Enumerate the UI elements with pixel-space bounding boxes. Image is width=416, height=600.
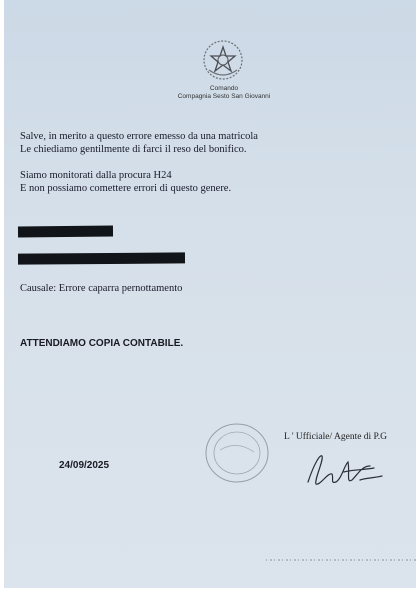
officer-title: L ' Ufficiale/ Agente di P.G xyxy=(284,432,388,442)
scan-artifacts xyxy=(266,556,416,564)
stamp-seal-icon xyxy=(202,420,272,486)
message-line-2: Le chiediamo gentilmente di farci il reso del bonifico. xyxy=(20,144,247,155)
message-line-1: Salve, in merito a questo errore emesso da una matricola xyxy=(20,131,258,142)
message-line-4: E non possiamo comettere errori di questo genere. xyxy=(20,183,232,194)
causale-line: Causale: Errore caparra pernottamento xyxy=(20,283,183,294)
italian-republic-emblem-icon xyxy=(201,38,245,82)
message-line-3: Siamo monitorati dalla procura H24 xyxy=(20,170,172,181)
redacted-name xyxy=(18,226,113,238)
redacted-iban xyxy=(18,252,185,264)
document-date: 24/09/2025 xyxy=(59,460,110,471)
signature-icon xyxy=(300,444,390,492)
request-heading: ATTENDIAMO COPIA CONTABILE. xyxy=(20,338,184,349)
document-page xyxy=(4,0,416,588)
org-line-command: Comando xyxy=(209,85,239,92)
org-line-company: Compagnia Sesto San Giovanni xyxy=(177,93,271,100)
